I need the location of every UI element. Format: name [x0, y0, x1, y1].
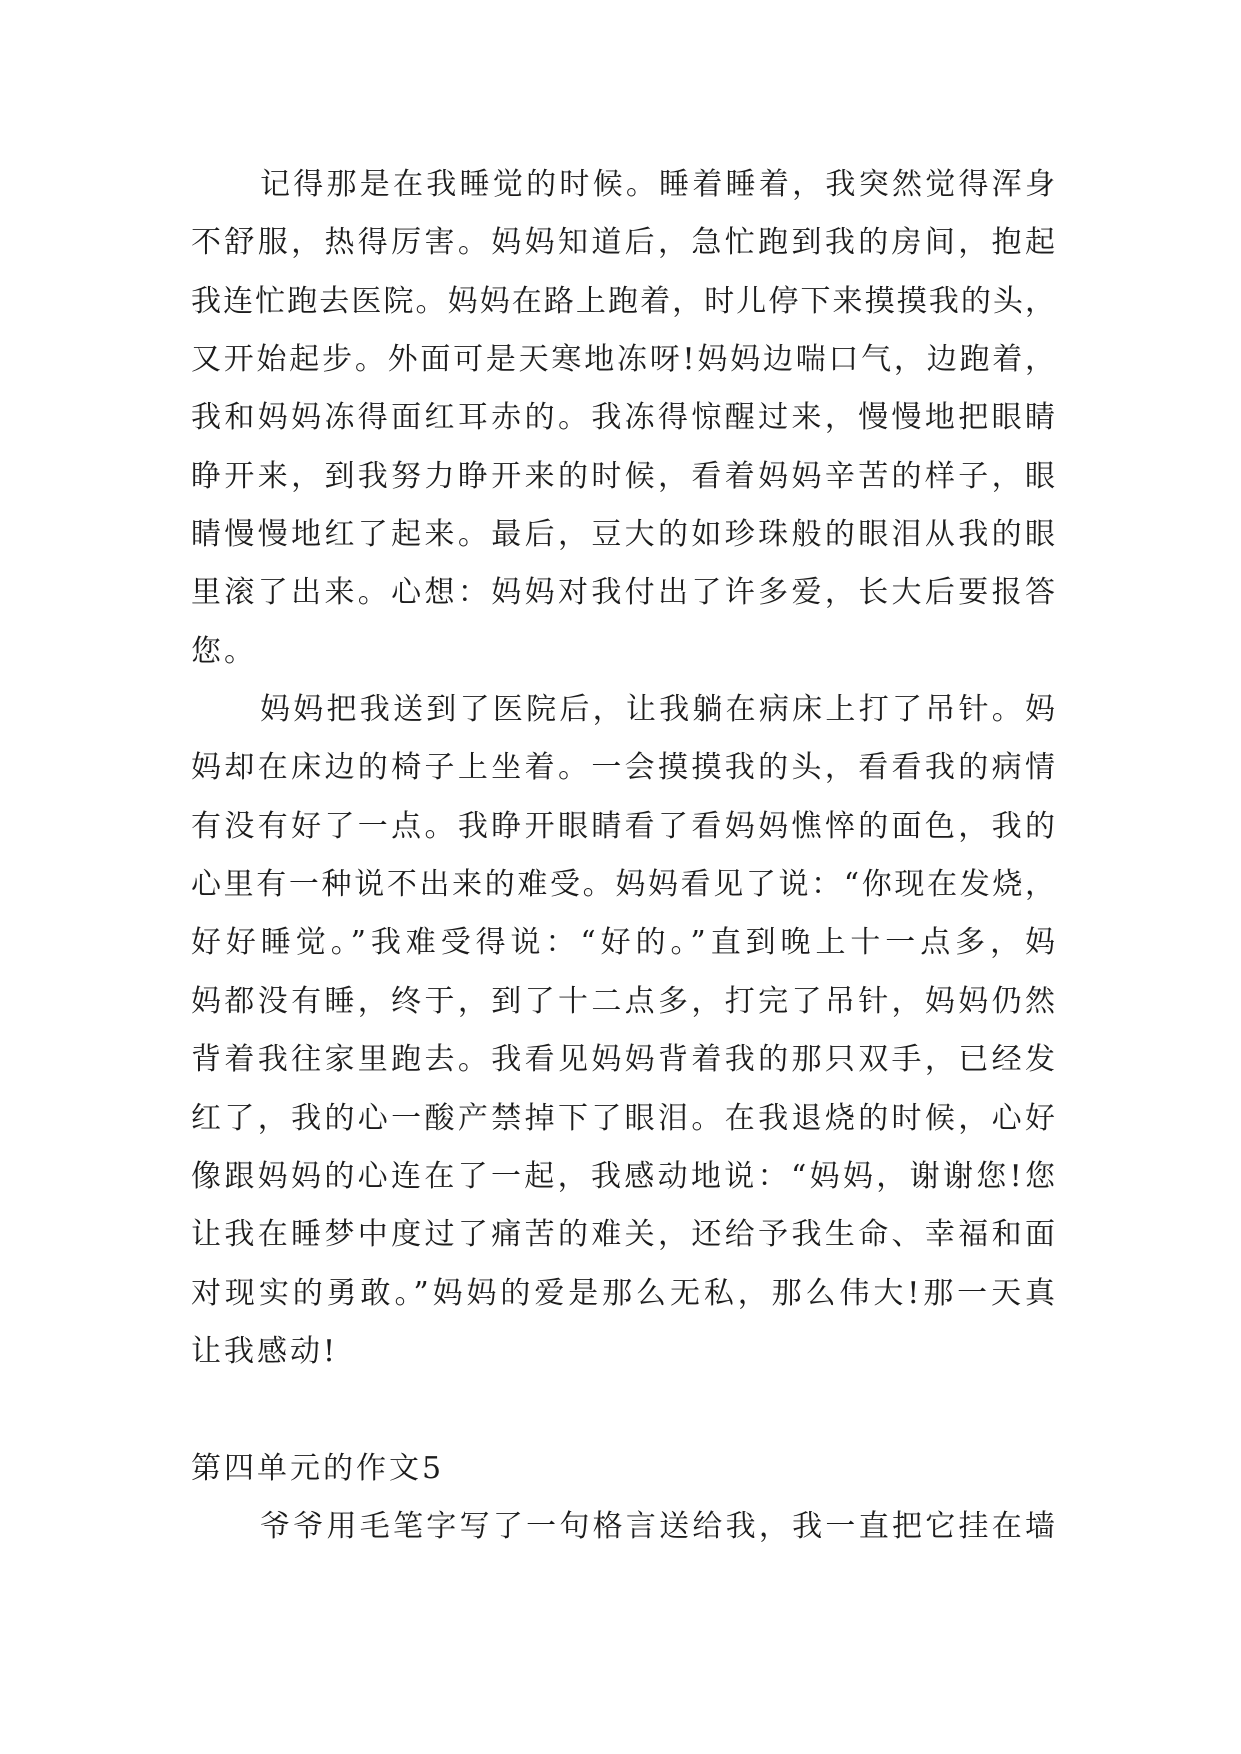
text-line: 睛慢慢地红了起来。最后，豆大的如珍珠般的眼泪从我的眼 — [191, 517, 1055, 553]
text-line: 背着我往家里跑去。我看见妈妈背着我的那只双手，已经发 — [191, 1042, 1055, 1078]
text-line: 心里有一种说不出来的难受。妈妈看见了说：“你现在发烧， — [191, 867, 1055, 903]
text-line: 对现实的勇敢。”妈妈的爱是那么无私，那么伟大!那一天真 — [191, 1275, 1055, 1311]
paragraph — [191, 156, 1055, 681]
text-line: 爷爷用毛笔字写了一句格言送给我，我一直把它挂在墙 — [260, 1508, 1055, 1544]
text-line: 妈却在床边的椅子上坐着。一会摸摸我的头，看看我的病情 — [191, 750, 1055, 786]
text-line: 红了，我的心一酸产禁掉下了眼泪。在我退烧的时候，心好 — [191, 1100, 1055, 1136]
text-line: 有没有好了一点。我睁开眼睛看了看妈妈憔悴的面色，我的 — [191, 808, 1055, 844]
text-line: 记得那是在我睡觉的时候。睡着睡着，我突然觉得浑身 — [260, 167, 1055, 202]
text-line: 您。 — [191, 633, 257, 669]
text-line: 像跟妈妈的心连在了一起，我感动地说：“妈妈，谢谢您!您 — [191, 1158, 1055, 1194]
text-line: 睁开来，到我努力睁开来的时候，看着妈妈辛苦的样子，眼 — [191, 458, 1055, 494]
paragraph — [191, 681, 1055, 1381]
text-line: 妈妈把我送到了医院后，让我躺在病床上打了吊针。妈 — [260, 692, 1055, 728]
text-line: 不舒服，热得厉害。妈妈知道后，急忙跑到我的房间，抱起 — [191, 225, 1055, 261]
section-heading: 第四单元的作文5 — [191, 1450, 445, 1486]
text-line: 让我在睡梦中度过了痛苦的难关，还给予我生命、幸福和面 — [191, 1217, 1055, 1253]
text-line: 里滚了出来。心想：妈妈对我付出了许多爱，长大后要报答 — [191, 575, 1055, 611]
text-line: 让我感动! — [191, 1333, 339, 1369]
document-body — [191, 156, 1055, 1556]
text-line: 又开始起步。外面可是天寒地冻呀!妈妈边喘口气，边跑着， — [191, 342, 1055, 378]
text-line: 我连忙跑去医院。妈妈在路上跑着，时儿停下来摸摸我的头， — [191, 283, 1055, 319]
text-line: 妈都没有睡，终于，到了十二点多，打完了吊针，妈妈仍然 — [191, 983, 1055, 1019]
essay-section — [191, 1440, 1055, 1557]
paragraph — [191, 1498, 1055, 1556]
text-line: 好好睡觉。”我难受得说：“好的。”直到晚上十一点多，妈 — [191, 925, 1055, 961]
text-line: 我和妈妈冻得面红耳赤的。我冻得惊醒过来，慢慢地把眼睛 — [191, 400, 1055, 436]
